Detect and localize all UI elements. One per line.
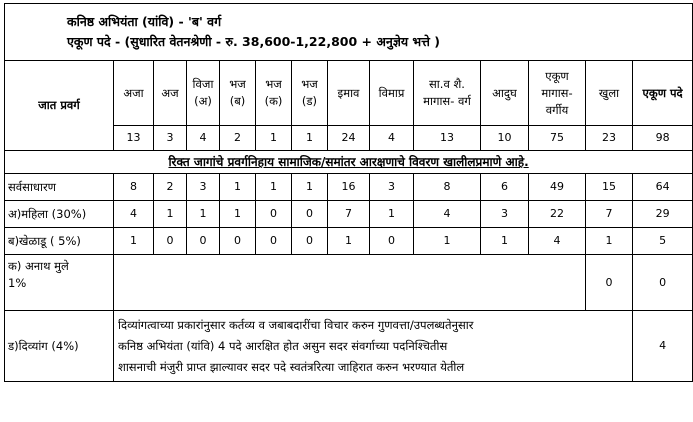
cell: 0	[370, 228, 414, 255]
cell: 1	[220, 201, 256, 228]
disabled-note-line-1: दिव्यांगत्वाच्या प्रकारांनुसार कर्तव्य व जबाबदारींचा विचार करुन गुणवत्ता/उपलब्धतेनुसार	[118, 317, 474, 332]
total-cell: 13	[414, 126, 481, 151]
header-row	[5, 61, 693, 126]
disabled-row	[5, 311, 693, 382]
total-cell: 13	[114, 126, 154, 151]
cell: 64	[633, 174, 693, 201]
cell: 0	[256, 201, 292, 228]
title-line-1: कनिष्ठ अभियंता (यांवि) - 'ब' वर्ग	[67, 14, 222, 29]
col-header: आदुघ	[481, 61, 529, 126]
disabled-total-cell: 4	[633, 311, 693, 382]
total-cell: 1	[256, 126, 292, 151]
cell: 6	[481, 174, 529, 201]
table-row	[5, 201, 693, 228]
disabled-note	[114, 311, 633, 382]
total-cell: 75	[529, 126, 586, 151]
cell: 0	[220, 228, 256, 255]
reservation-table	[4, 3, 693, 382]
orphan-empty-cell	[114, 255, 586, 311]
cell: 1	[586, 228, 633, 255]
cell: 1	[220, 174, 256, 201]
total-cell: 24	[328, 126, 370, 151]
cell: 0	[256, 228, 292, 255]
table-row	[5, 174, 693, 201]
cell: 1	[481, 228, 529, 255]
col-header: अज	[154, 61, 187, 126]
cell: 1	[187, 201, 220, 228]
section-heading-row	[5, 151, 693, 174]
cell: 1	[292, 174, 328, 201]
total-cell: 23	[586, 126, 633, 151]
cell: 4	[414, 201, 481, 228]
cell: 29	[633, 201, 693, 228]
cell: 7	[328, 201, 370, 228]
col-header: भज (ड)	[292, 61, 328, 126]
col-header: भज (क)	[256, 61, 292, 126]
orphan-label-line-1: क) अनाथ मुले	[8, 259, 69, 273]
cell: 16	[328, 174, 370, 201]
cell: 1	[328, 228, 370, 255]
cell: 1	[114, 228, 154, 255]
cell: 0	[292, 201, 328, 228]
total-cell: 2	[220, 126, 256, 151]
cell: 3	[481, 201, 529, 228]
title-cell	[5, 4, 693, 61]
cell: 22	[529, 201, 586, 228]
total-cell: 1	[292, 126, 328, 151]
title-row	[5, 4, 693, 61]
cell: 1	[256, 174, 292, 201]
row-label: ब)खेळाडू ( 5%)	[5, 228, 114, 255]
total-cell: 3	[154, 126, 187, 151]
col-header: भज (ब)	[220, 61, 256, 126]
disabled-label: ड)दिव्यांग (4%)	[5, 311, 114, 382]
disabled-note-line-2: कनिष्ठ अभियंता (यांवि) 4 पदे आरक्षित होत असुन सदर संवर्गाच्या पदनिश्चितीस	[118, 338, 448, 353]
orphan-label	[5, 255, 114, 311]
section-heading: रिक्त जागांचे प्रवर्गनिहाय सामाजिक/समांतर आरक्षणाचे विवरण खालीलप्रमाणे आहे.	[5, 151, 693, 174]
cell: 4	[114, 201, 154, 228]
cell: 0	[154, 228, 187, 255]
cell: 8	[114, 174, 154, 201]
col-header: इमाव	[328, 61, 370, 126]
cell: 0	[187, 228, 220, 255]
col-header: एकूण मागास- वर्गीय	[529, 61, 586, 126]
orphan-row	[5, 255, 693, 311]
cell: 1	[370, 201, 414, 228]
cell: 0	[292, 228, 328, 255]
col-header: सा.व शै. मागास- वर्ग	[414, 61, 481, 126]
total-cell: 4	[187, 126, 220, 151]
cell: 7	[586, 201, 633, 228]
title-line-2: एकूण पदे - (सुधारित वेतनश्रेणी - रु. 38,600-1,22,800 + अनुज्ञेय भत्ते )	[67, 34, 440, 49]
recruitment-table-container	[4, 3, 683, 382]
cell: 1	[154, 201, 187, 228]
total-cell: 10	[481, 126, 529, 151]
category-header: जात प्रवर्ग	[5, 61, 114, 151]
orphan-total-cell: 0	[633, 255, 693, 311]
col-header: अजा	[114, 61, 154, 126]
disabled-note-line-3: शासनाची मंजुरी प्राप्त झाल्यावर सदर पदे स्वतंत्ररित्या जाहिरात करुन भरण्यात येतील	[118, 359, 465, 374]
cell: 8	[414, 174, 481, 201]
cell: 3	[370, 174, 414, 201]
col-header-total: एकूण पदे	[633, 61, 693, 126]
orphan-open-cell: 0	[586, 255, 633, 311]
cell: 3	[187, 174, 220, 201]
cell: 49	[529, 174, 586, 201]
cell: 1	[414, 228, 481, 255]
cell: 4	[529, 228, 586, 255]
col-header: खुला	[586, 61, 633, 126]
cell: 5	[633, 228, 693, 255]
table-row	[5, 228, 693, 255]
row-label: अ)महिला (30%)	[5, 201, 114, 228]
row-label: सर्वसाधारण	[5, 174, 114, 201]
total-cell: 4	[370, 126, 414, 151]
cell: 15	[586, 174, 633, 201]
col-header: विजा (अ)	[187, 61, 220, 126]
total-cell: 98	[633, 126, 693, 151]
orphan-label-line-2: 1%	[8, 276, 27, 290]
cell: 2	[154, 174, 187, 201]
col-header: विमाप्र	[370, 61, 414, 126]
